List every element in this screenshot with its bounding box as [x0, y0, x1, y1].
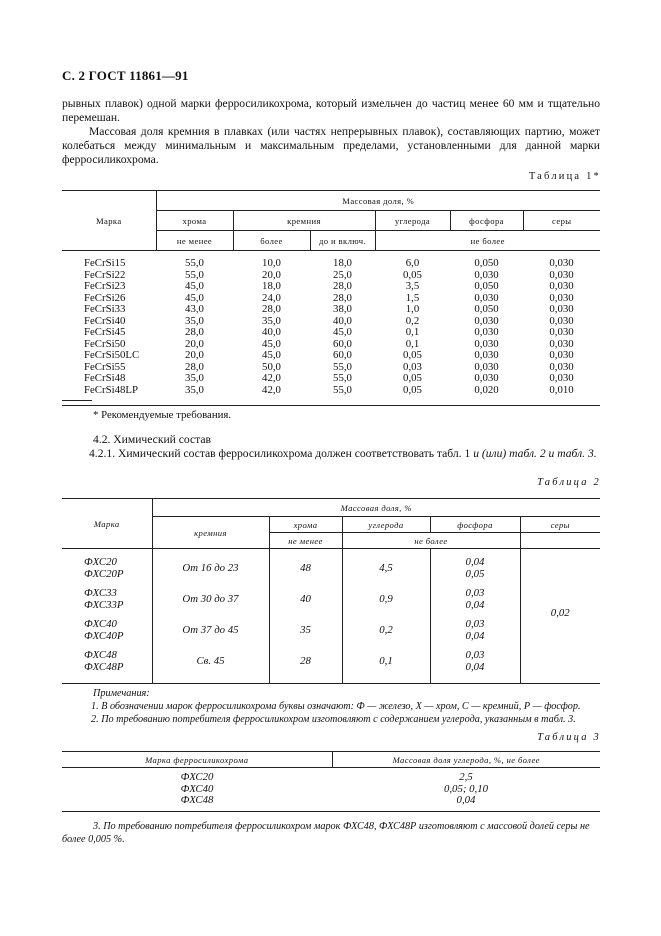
table2-si: Св. 45	[196, 654, 225, 667]
table1-cell-cr: 35,0	[185, 372, 204, 384]
table1-col-mass: Массовая доля, %	[156, 191, 600, 211]
table1-row	[62, 327, 600, 339]
table3	[62, 751, 600, 812]
table1-cell-c: 0,05	[403, 372, 422, 384]
table1-cell-m: FeCrSi50LC	[84, 349, 140, 361]
table1-sub-max: не более	[470, 235, 505, 246]
table1-cell-p: 0,030	[474, 291, 499, 304]
table3-marks	[62, 768, 332, 812]
table3-caption: Таблица 3	[537, 732, 601, 743]
table3-value: 0,05; 0,10	[443, 782, 489, 795]
table2-cell-mark	[62, 584, 152, 615]
table1-row	[62, 293, 600, 305]
table2-si: От 37 до 45	[182, 623, 239, 636]
table1-cell-p: 0,030	[474, 268, 499, 281]
table1-cell-c: 1,0	[405, 303, 420, 315]
table2-cr: 28	[300, 654, 311, 667]
table1-cell-c: 3,5	[405, 280, 420, 292]
table2-cell-p	[430, 615, 520, 646]
table1-cell-si2: 60,0	[333, 337, 352, 350]
table2-cell-si	[152, 646, 269, 677]
table3-col-mark: Марка ферросиликохрома	[62, 752, 332, 768]
table1-cell-si1: 40,0	[262, 326, 281, 338]
table1-cell-si1: 24,0	[262, 291, 281, 304]
table1-cell-si2: 55,0	[333, 360, 352, 373]
table3-values	[332, 768, 600, 812]
table2-cell-c	[342, 615, 430, 646]
table2-col-cr: хрома	[269, 517, 342, 533]
table2-row	[62, 549, 600, 585]
table2-mark: ФХС40	[84, 618, 117, 630]
table1-cell-si2: 18,0	[333, 257, 352, 269]
table2-p: 0,03	[465, 649, 485, 661]
table2-cell-mark	[62, 615, 152, 646]
table1-cell-cr: 45,0	[185, 280, 204, 292]
table1-cell-si1: 20,0	[262, 268, 281, 281]
table2-col-mass: Массовая доля, %	[152, 499, 600, 517]
table1-cell-m: FeCrSi15	[84, 257, 126, 269]
table1-cell-si1: 50,0	[262, 360, 281, 373]
table1-cell-p: 0,030	[474, 349, 499, 361]
table1-cell-c: 0,05	[403, 268, 422, 281]
table1-cell-si2: 40,0	[333, 314, 352, 327]
table1-cell-m: FeCrSi48LP	[84, 383, 138, 396]
table2-cell-s	[520, 549, 600, 678]
table1-row	[62, 385, 600, 397]
notes-title: Примечания:	[93, 688, 150, 699]
table1-col-s: серы	[523, 211, 600, 231]
table1-sub-upto: до и включ.	[310, 231, 375, 251]
table1-cell-si2: 55,0	[333, 383, 352, 396]
table2-si: От 30 до 37	[182, 592, 239, 605]
table2-mark: ФХС48	[84, 649, 117, 661]
table2-p: 0,04	[465, 556, 485, 568]
table1-col-p: фосфора	[450, 211, 523, 231]
table1-cell-cr: 45,0	[185, 291, 204, 304]
table1-cell-p: 0,030	[474, 314, 499, 327]
table1-col-c: углерода	[375, 211, 450, 231]
section-4-2-1-italic: и (или) табл. 2 и табл. 3.	[473, 447, 597, 460]
table1-footnote: * Рекомендуемые требования.	[93, 409, 232, 421]
table1-cell-si2: 60,0	[333, 349, 352, 361]
table1-cell-m: FeCrSi55	[84, 360, 126, 373]
table1-cell-p: 0,030	[474, 326, 499, 338]
table1-col-cr: хрома	[156, 211, 233, 231]
table1-cell-cr: 55,0	[185, 257, 204, 269]
table2-mark: ФХС33Р	[84, 598, 124, 611]
table1-cell-s: 0,030	[549, 349, 574, 361]
table3-mark: ФХС48	[180, 794, 214, 806]
table2-cell-si	[152, 584, 269, 615]
table2-mark: ФХС20	[84, 556, 117, 568]
table1-cell-s: 0,030	[549, 291, 574, 304]
table2-cell-p	[430, 646, 520, 677]
table1-cell-s: 0,030	[549, 314, 574, 327]
table1-cell-m: FeCrSi48	[84, 372, 126, 384]
table1-cell-c: 0,1	[405, 326, 420, 338]
table2-col-mark: Марка	[62, 499, 152, 549]
table2-cell-cr	[269, 549, 342, 585]
table1-col-si: кремния	[233, 211, 375, 231]
table2-cell-p	[430, 549, 520, 585]
table1-cell-c: 6,0	[405, 257, 420, 269]
table1-cell-cr: 28,0	[185, 326, 204, 338]
table2-si: От 16 до 23	[182, 561, 239, 574]
table1-cell-p: 0,050	[474, 257, 499, 269]
table1-cell-si1: 35,0	[262, 314, 281, 327]
table2-mark: ФХС33	[84, 587, 117, 599]
table1-cell-cr: 28,0	[185, 360, 204, 373]
table1-cell-si1: 42,0	[262, 372, 281, 384]
note-2: 2. По требованию потребителя ферросиликохром изготовляют с содержанием углерода, указанным в табл. 3.	[91, 714, 576, 725]
table1-row	[62, 304, 600, 316]
notes	[93, 687, 613, 726]
table2-cell-cr	[269, 584, 342, 615]
table1-cell-si2: 25,0	[333, 268, 352, 281]
table1-row	[62, 373, 600, 385]
table1-cell-c: 0,1	[405, 337, 420, 350]
table1-body	[62, 251, 600, 259]
page-header: С. 2 ГОСТ 11861—91	[62, 68, 189, 83]
table3-value: 0,04	[456, 794, 476, 806]
table1-cell-c: 0,03	[403, 360, 422, 373]
table1-cell-si1: 28,0	[262, 303, 281, 315]
table1-cell-m: FeCrSi50	[84, 337, 126, 350]
table2-c: 0,9	[379, 592, 393, 605]
table1-cell-si2: 38,0	[333, 303, 352, 315]
table1-cell-s: 0,030	[549, 326, 574, 338]
table1-cell-si2: 28,0	[333, 291, 352, 304]
table2-p: 0,04	[465, 660, 485, 673]
table1-cell-si1: 45,0	[262, 349, 281, 361]
table3-mark: ФХС20	[180, 771, 214, 783]
table2-p: 0,05	[465, 567, 485, 580]
table1-cell-m: FeCrSi33	[84, 303, 126, 315]
table1-cell-m: FeCrSi23	[84, 280, 126, 292]
table1-cell-p: 0,050	[474, 280, 499, 292]
table1-cell-m: FeCrSi22	[84, 268, 126, 281]
table1-cell-c: 1,5	[405, 291, 420, 304]
table3-mark: ФХС40	[180, 782, 214, 795]
table2-cr: 48	[300, 561, 311, 574]
table2-cell-p	[430, 584, 520, 615]
table1-row	[62, 350, 600, 362]
table2-col-c: углерода	[342, 517, 430, 533]
table1-row	[62, 281, 600, 293]
table1-cell-s: 0,030	[549, 372, 574, 384]
table1-row	[62, 258, 600, 270]
table1-cell-cr: 43,0	[185, 303, 204, 315]
table2-p: 0,04	[465, 629, 485, 642]
table2-mark: ФХС20Р	[84, 567, 124, 580]
table1-cell-p: 0,030	[474, 372, 499, 384]
table1-cell-cr: 20,0	[185, 349, 204, 361]
paragraph-silicon: Массовая доля кремния в плавках (или частях непрерывных плавок), составляющих партию, может колебаться между минимальным и максимальным пределами, установленными для данной марки ферросиликохрома.	[62, 125, 600, 166]
table1-col-mark: Марка	[62, 191, 156, 251]
table1-cell-s: 0,010	[549, 383, 574, 396]
table1-cell-cr: 20,0	[185, 337, 204, 350]
section-4-2-1	[62, 447, 600, 461]
table1-cell-c: 0,05	[403, 383, 422, 396]
paragraph-continuation: рывных плавок) одной марки ферросиликохрома, который измельчен до частиц менее 60 мм и тщательно перемешан.	[62, 97, 600, 124]
table2-c: 0,2	[379, 623, 393, 636]
table2-cell-c	[342, 584, 430, 615]
table1-cell-m: FeCrSi40	[84, 314, 126, 327]
table2	[62, 498, 600, 684]
table2-s: 0,02	[550, 607, 570, 619]
table3-col-c: Массовая доля углерода, %, не более	[332, 752, 600, 768]
table2-row	[62, 646, 600, 677]
table1-row	[62, 362, 600, 374]
table2-row	[62, 615, 600, 646]
section-4-2-1-text: 4.2.1. Химический состав ферросиликохрома должен соответствовать табл. 1	[89, 447, 474, 460]
table2-row	[62, 584, 600, 615]
table1-cell-c: 0,05	[403, 349, 422, 361]
table2-cr: 40	[300, 592, 311, 605]
table1-cell-si1: 10,0	[262, 257, 281, 269]
table2-p: 0,04	[465, 598, 485, 611]
section-4-2: 4.2. Химический состав	[93, 433, 211, 446]
table1-cell-s: 0,030	[549, 303, 574, 315]
table2-cell-c	[342, 549, 430, 585]
note-1: 1. В обозначении марок ферросиликохрома буквы означают: Ф — железо, Х — хром, С — кремний, Р — фосфор.	[91, 701, 581, 712]
table1-sub-more: более	[233, 231, 310, 251]
table2-caption: Таблица 2	[537, 477, 601, 488]
table1-cell-s: 0,030	[549, 268, 574, 281]
table1-row	[62, 316, 600, 328]
table2-sub-min: не менее	[269, 533, 342, 549]
table1-cell-p: 0,020	[474, 383, 499, 396]
table1-cell-m: FeCrSi45	[84, 326, 126, 338]
table1-row	[62, 270, 600, 282]
table1-cell-si2: 28,0	[333, 280, 352, 292]
table2-sub-max: не более	[342, 533, 520, 549]
table1-sub-min: не менее	[156, 231, 233, 251]
table2-cell-si	[152, 549, 269, 585]
table2-cell-cr	[269, 646, 342, 677]
table1-cell-si1: 45,0	[262, 337, 281, 350]
footnote-rule	[62, 400, 92, 401]
table2-cell-si	[152, 615, 269, 646]
table2-mark: ФХС40Р	[84, 629, 124, 642]
table2-p: 0,03	[465, 618, 485, 630]
table1-cell-cr: 55,0	[185, 268, 204, 281]
table2-cell-cr	[269, 615, 342, 646]
table1-cell-p: 0,030	[474, 337, 499, 350]
table2-mark: ФХС48Р	[84, 660, 124, 673]
table1-cell-c: 0,2	[405, 314, 420, 327]
table1-cell-cr: 35,0	[185, 383, 204, 396]
table1-cell-s: 0,030	[549, 337, 574, 350]
table3-value: 2,5	[459, 771, 473, 783]
note-3: 3. По требованию потребителя ферросиликохром марок ФХС48, ФХС48Р изготовляют с массовой долей серы не более 0,005 %.	[62, 821, 590, 845]
table1-cell-si2: 55,0	[333, 372, 352, 384]
table2-p: 0,03	[465, 587, 485, 599]
table1-row	[62, 339, 600, 351]
table1-cell-p: 0,050	[474, 303, 499, 315]
table2-c: 0,1	[379, 654, 393, 667]
table1-cell-s: 0,030	[549, 360, 574, 373]
table1-caption: Таблица 1*	[528, 171, 601, 182]
table1-cell-cr: 35,0	[185, 314, 204, 327]
table1-cell-s: 0,030	[549, 280, 574, 292]
table2-cell-c	[342, 646, 430, 677]
table1-cell-si2: 45,0	[333, 326, 352, 338]
table2-col-p: фосфора	[430, 517, 520, 533]
table2-cr: 35	[300, 623, 311, 636]
table1-cell-p: 0,030	[474, 360, 499, 373]
table1	[62, 190, 600, 406]
table1-cell-si1: 18,0	[262, 280, 281, 292]
table2-cell-mark	[62, 646, 152, 677]
table2-col-si: кремния	[152, 517, 269, 549]
table2-cell-mark	[62, 549, 152, 585]
table2-col-s: серы	[520, 517, 600, 533]
table1-cell-m: FeCrSi26	[84, 291, 126, 304]
table1-cell-si1: 42,0	[262, 383, 281, 396]
table2-c: 4,5	[379, 561, 393, 574]
table1-cell-s: 0,030	[549, 257, 574, 269]
